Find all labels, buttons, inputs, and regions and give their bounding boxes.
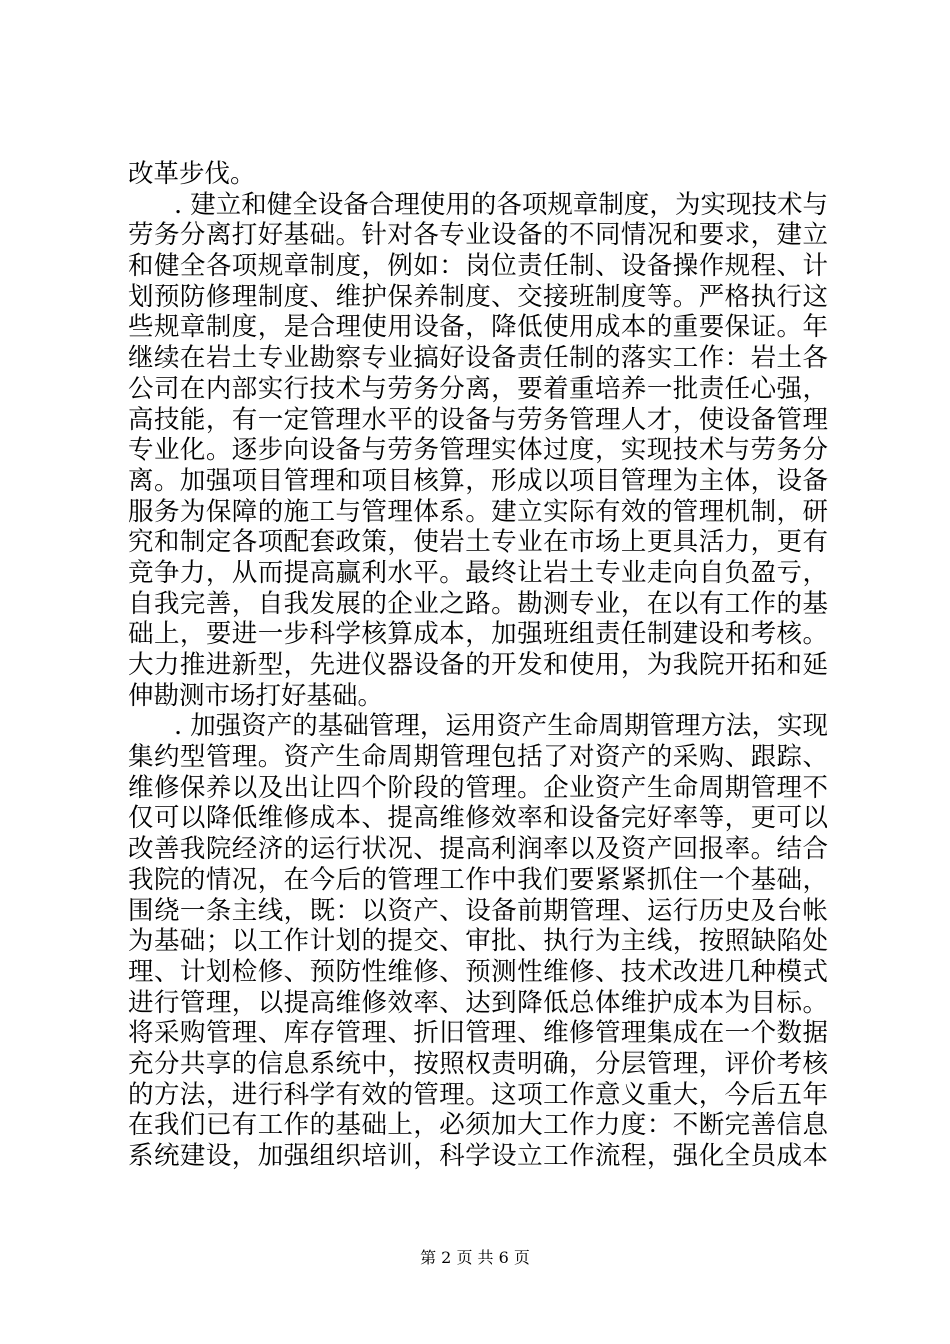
text-line: 础上，要进一步科学核算成本，加强班组责任制建设和考核。 [128,619,828,650]
text-line: 服务为保障的施工与管理体系。建立实际有效的管理机制，研 [128,496,828,527]
text-line: 专业化。逐步向设备与劳务管理实体过度，实现技术与劳务分 [128,435,828,466]
text-line: 高技能，有一定管理水平的设备与劳务管理人才，使设备管理 [128,404,828,435]
text-line: 公司在内部实行技术与劳务分离，要着重培养一批责任心强， [128,373,828,404]
text-line: 改善我院经济的运行状况、提高利润率以及资产回报率。结合 [128,834,828,865]
text-line: 大力推进新型，先进仪器设备的开发和使用，为我院开拓和延 [128,650,828,680]
text-line: 进行管理，以提高维修效率、达到降低总体维护成本为目标。 [128,987,828,1018]
text-line: 究和制定各项配套政策，使岩土专业在市场上更具活力，更有 [128,527,828,558]
text-line: 为基础；以工作计划的提交、审批、执行为主线，按照缺陷处 [128,926,828,957]
text-line: 继续在岩土专业勘察专业搞好设备责任制的落实工作：岩土各 [128,343,828,374]
text-line: 些规章制度，是合理使用设备，降低使用成本的重要保证。年 [128,312,828,343]
text-line: 划预防修理制度、维护保养制度、交接班制度等。严格执行这 [128,281,828,312]
page-number-footer: 第 2 页 共 6 页 [420,1248,530,1267]
text-line: 自我完善，自我发展的企业之路。勘测专业，在以有工作的基 [128,588,828,619]
text-line: 集约型管理。资产生命周期管理包括了对资产的采购、跟踪、 [128,742,828,773]
text-line: 仅可以降低维修成本、提高维修效率和设备完好率等，更可以 [128,803,828,834]
text-line: 在我们已有工作的基础上，必须加大工作力度：不断完善信息 [128,1110,828,1141]
text-line: 围绕一条主线，既：以资产、设备前期管理、运行历史及台帐 [128,895,828,926]
text-line: 离。加强项目管理和项目核算，形成以项目管理为主体，设备 [128,465,828,496]
text-line: 充分共享的信息系统中，按照权责明确，分层管理，评价考核 [128,1048,828,1079]
text-line: 将采购管理、库存管理、折旧管理、维修管理集成在一个数据 [128,1018,828,1049]
text-line: 我院的情况，在今后的管理工作中我们要紧紧抓住一个基础， [128,864,828,895]
text-line: 维修保养以及出让四个阶段的管理。企业资产生命周期管理不 [128,772,828,803]
text-line: 和健全各项规章制度，例如：岗位责任制、设备操作规程、计 [128,251,828,282]
text-line: 系统建设，加强组织培训，科学设立工作流程，强化全员成本 [128,1141,828,1171]
text-line: 改革步伐。 [128,159,256,189]
text-line: 竞争力，从而提高赢利水平。最终让岩土专业走向自负盈亏， [128,557,828,588]
text-line: 的方法，进行科学有效的管理。这项工作意义重大，今后五年 [128,1079,828,1110]
text-line: . 加强资产的基础管理，运用资产生命周期管理方法，实现 [174,711,828,742]
document-body [128,159,828,1172]
text-line: 劳务分离打好基础。针对各专业设备的不同情况和要求，建立 [128,220,828,251]
text-line: . 建立和健全设备合理使用的各项规章制度，为实现技术与 [174,189,828,220]
text-line: 理、计划检修、预防性维修、预测性维修、技术改进几种模式 [128,956,828,987]
text-line: 伸勘测市场打好基础。 [128,680,384,711]
